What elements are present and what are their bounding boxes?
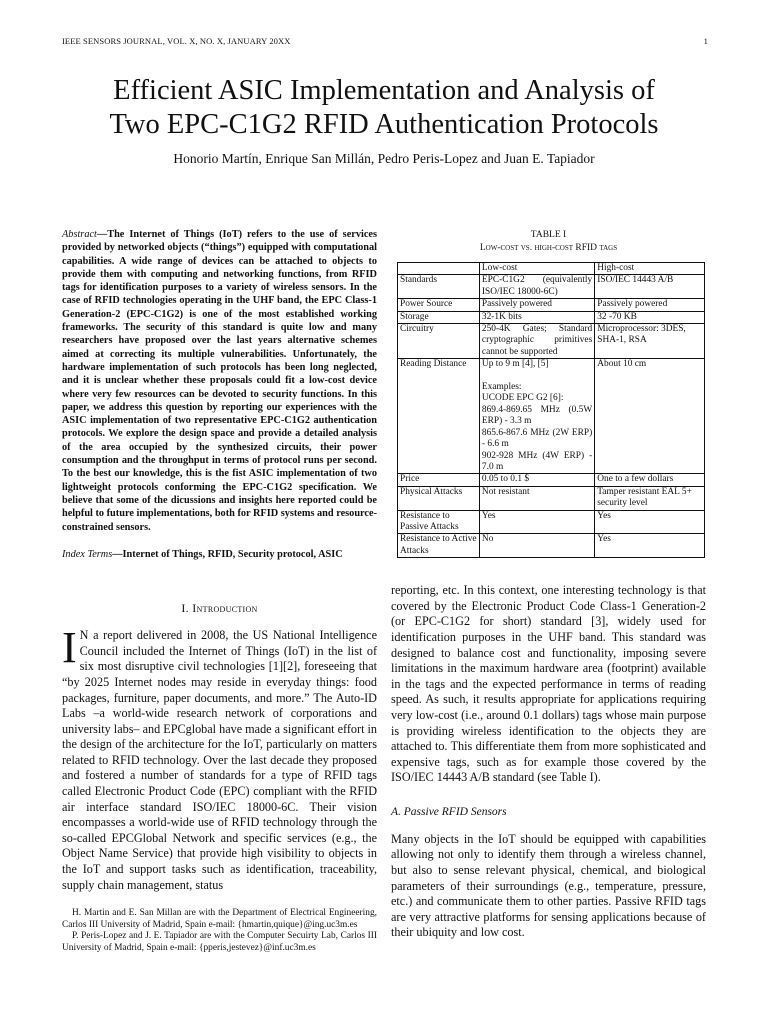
paper-title <box>40 74 728 142</box>
introduction-paragraph <box>62 623 377 893</box>
low-cost-cell: Passively powered <box>479 299 594 311</box>
subsection-heading: A. Passive RFID Sensors <box>391 805 507 818</box>
section-title: Introduction <box>192 601 258 616</box>
high-cost-cell: ISO/IEC 14443 A/B <box>595 275 705 299</box>
row-label-cell: Reading Distance <box>398 359 480 474</box>
footnote-2: P. Peris-Lopez and J. E. Tapiador are with the Computer Secuirty Lab, Carlos III University of Madrid, Spain e-mail: {pperis,jestevez}@inf.uc3m.es <box>62 931 377 953</box>
table-row <box>398 510 705 534</box>
title-line-1: Efficient ASIC Implementation and Analysis of <box>113 75 655 106</box>
page-number: 1 <box>703 36 708 46</box>
table-row <box>398 299 705 311</box>
row-label-cell: Standards <box>398 275 480 299</box>
passive-rfid-sensors-paragraph: Many objects in the IoT should be equipped with capabilities allowing not only to identify them through a wireless channel, but also to sense relevant physical, chemical, and biological parameters of their surroundings (e.g., temperature, pressure, etc.) and communicate them to other parties. Passive RFID tags are very attractive platforms for sensing applications because of their ubiquity and low cost. <box>391 831 706 940</box>
high-cost-cell: Yes <box>595 534 705 558</box>
low-cost-cell: EPC-C1G2 (equivalently ISO/IEC 18000-6C) <box>479 275 594 299</box>
table-title: Low-cost vs. high-cost RFID tags <box>479 243 618 253</box>
low-cost-cell: 0.05 to 0.1 $ <box>479 474 594 486</box>
row-label-cell: Power Source <box>398 299 480 311</box>
section-heading-introduction <box>62 601 377 616</box>
footnote-1: H. Martin and E. San Millan are with the Department of Electrical Engineering, Carlos III University of Madrid, Spain e-mail: {hmartin,quique}@ing.uc3m.es <box>62 908 377 930</box>
low-cost-cell: Up to 9 m [4], [5] Examples: UCODE EPC G2 [6]: 869.4-869.65 MHz (0.5W ERP) - 3.3 m 865.6-867.6 MHz (2W ERP) - 6.6 m 902-928 MHz (4W ERP) - 7.0 m <box>479 359 594 474</box>
comparison-table <box>397 262 705 558</box>
low-cost-cell: Not resistant <box>479 486 594 510</box>
table-row <box>398 486 705 510</box>
low-cost-cell: 250-4K Gates; Standard cryptographic primitives cannot be supported <box>479 324 594 359</box>
high-cost-cell: Tamper resistant EAL 5+ security level <box>595 486 705 510</box>
table-row <box>398 311 705 323</box>
author-footnotes <box>62 908 377 954</box>
low-cost-cell: Yes <box>479 510 594 534</box>
row-label-cell: Physical Attacks <box>398 486 480 510</box>
table-row <box>398 324 705 359</box>
high-cost-cell: One to a few dollars <box>595 474 705 486</box>
drop-cap: I <box>62 623 77 673</box>
table-label: TABLE I <box>530 230 567 240</box>
row-label-cell: Resistance to Active Attacks <box>398 534 480 558</box>
index-terms-label: Index Terms <box>62 548 113 560</box>
row-label-cell: Storage <box>398 311 480 323</box>
high-cost-cell: Passively powered <box>595 299 705 311</box>
index-terms <box>62 548 377 561</box>
high-cost-cell: Microprocessor: 3DES, SHA-1, RSA <box>595 324 705 359</box>
table-row <box>398 275 705 299</box>
header-cell <box>398 263 480 275</box>
table-row <box>398 534 705 558</box>
introduction-continued: reporting, etc. In this context, one interesting technology is that covered by the Electronic Product Code Class-1 Generation-2 (or EPC-C1G2 for short) standard [3], widely used for identification purposes in the UHF band. This standard was designed to balance cost and functionality, imposing severe limitations in the maximum hardware area (footprint) available in the tags and the expected performance in terms of reading speed. As such, it results appropriate for applications requiring very low-cost (i.e., around 0.1 dollars) tags whose main purpose is providing wireless identification to the objects they are attached to. This differentiate them from more sophisticated and expensive tags, such as for example those covered by the ISO/IEC 14443 A/B standard (see Table I). <box>391 583 706 785</box>
abstract <box>62 228 377 534</box>
low-cost-cell: 32-1K bits <box>479 311 594 323</box>
row-label-cell: Price <box>398 474 480 486</box>
header-cell: High-cost <box>595 263 705 275</box>
table-row <box>398 474 705 486</box>
journal-running-head: IEEE SENSORS JOURNAL, VOL. X, NO. X, JANUARY 20XX <box>62 36 291 46</box>
section-number: I. <box>181 601 189 616</box>
header-cell: Low-cost <box>479 263 594 275</box>
high-cost-cell: 32 -70 KB <box>595 311 705 323</box>
running-header <box>62 36 708 46</box>
table-row <box>398 359 705 474</box>
row-label-cell: Resistance to Passive Attacks <box>398 510 480 534</box>
left-column <box>62 228 377 893</box>
index-terms-text: —Internet of Things, RFID, Security protocol, ASIC <box>112 548 343 560</box>
author-list: Honorio Martín, Enrique San Millán, Pedro Peris-Lopez and Juan E. Tapiador <box>173 151 595 166</box>
high-cost-cell: Yes <box>595 510 705 534</box>
table-body <box>398 263 705 558</box>
right-column <box>391 228 706 941</box>
abstract-text: —The Internet of Things (IoT) refers to the use of services provided by networked objects (“things”) equipped with computational capabilities. A wide range of devices can be attached to objects to provide them with computing and networking functions, from RFID tags for identification purposes to a variety of wireless sensors. In the case of RFID technologies operating in the UHF band, the EPC Class-1 Generation-2 (EPC-C1G2) is one of the most established working frameworks. The security of this standard is quite low and many researchers have proposed over the last years alternative schemes aimed at correcting its multiple vulnerabilities. Unfortunately, the hardware implementation of such protocols has been long neglected, and it is unclear whether these proposals could fit a low-cost device where very few resources can be devoted to security functions. In this paper, we address this question by reporting our experiences with the ASIC implementation of two representative EPC-C1G2 authentication protocols. We explore the design space and provide a detailed analysis of the area occupied by the synthesized circuits, their power consumption and the throughput in terms of protocol runs per second. To the best our knowledge, this is the fist ASIC implementation of two lightweight protocols conforming the EPC-C1G2 specification. We believe that some of the dicussions and insights here reported could be helpful to future implementations, both for RFID systems and resource-constrained sensors. <box>62 229 378 533</box>
footnote-list <box>62 908 377 954</box>
introduction-text: N a report delivered in 2008, the US National Intelligence Council included the Internet of Things (IoT) in the list of six most disruptive civil technologies [1][2], foreseeing that “by 2025 Internet nodes may reside in everyday things: food packages, furniture, paper documents, and more.” The Auto-ID Labs –a world-wide research network of corporations and university labs– and EPCglobal have made a significant effort in the design of the architecture for the IoT, particularly on matters related to RFID technology. Over the last decade they proposed and fostered a number of standards for a type of RFID tags called Electronic Product Code (EPC) compliant with the RFID air interface standard ISO/IEC 18000-6C. Their vision encompasses a world-wide use of RFID technology through the so-called EPCGlobal Network and specific services (e.g., the Object Name Service) that provide high visibility to objects in the IoT and support tasks such as identification, traceability, supply chain management, status <box>62 628 377 892</box>
low-cost-cell: No <box>479 534 594 558</box>
table-header-row <box>398 263 705 275</box>
high-cost-cell: About 10 cm <box>595 359 705 474</box>
abstract-label: Abstract <box>62 229 97 240</box>
title-line-2: Two EPC-C1G2 RFID Authentication Protocols <box>109 109 659 140</box>
row-label-cell: Circuitry <box>398 324 480 359</box>
